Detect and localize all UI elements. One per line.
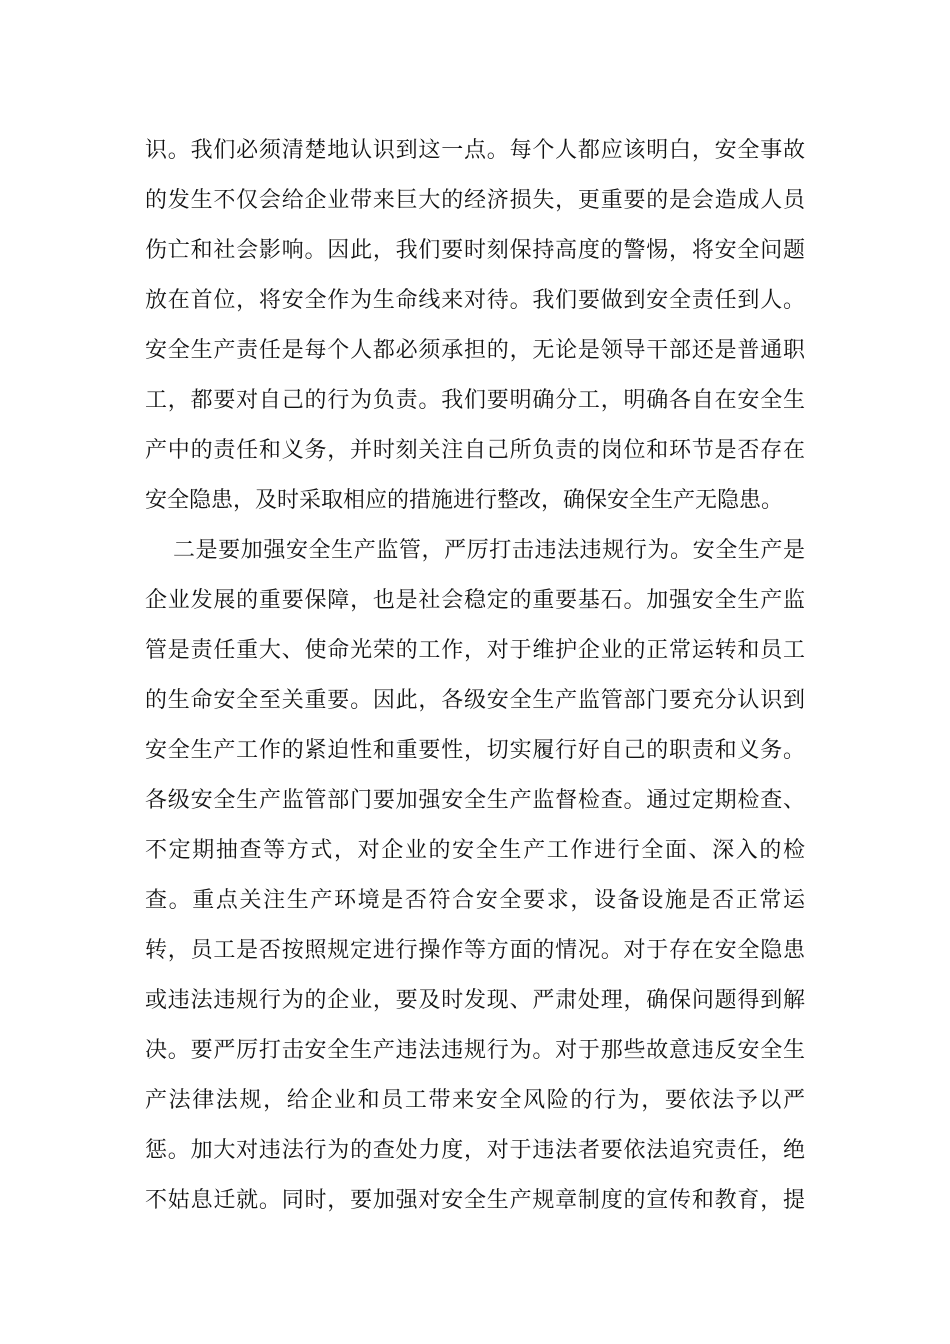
text-line: 不姑息迁就。同时，要加强对安全生产规章制度的宣传和教育，提 [145, 1188, 805, 1213]
text-line: 安全隐患，及时采取相应的措施进行整改，确保安全生产无隐患。 [145, 488, 784, 513]
text-line: 管是责任重大、使命光荣的工作，对于维护企业的正常运转和员工 [145, 638, 805, 663]
text-line: 决。要严厉打击安全生产违法违规行为。对于那些故意违反安全生 [145, 1038, 805, 1063]
text-line: 放在首位，将安全作为生命线来对待。我们要做到安全责任到人。 [145, 288, 805, 313]
text-line: 或违法违规行为的企业，要及时发现、严肃处理，确保问题得到解 [145, 988, 805, 1013]
text-line: 安全生产工作的紧迫性和重要性，切实履行好自己的职责和义务。 [145, 738, 805, 763]
text-line: 安全生产责任是每个人都必须承担的，无论是领导干部还是普通职 [145, 338, 805, 363]
text-line: 产法律法规，给企业和员工带来安全风险的行为，要依法予以严 [145, 1088, 805, 1113]
text-line: 伤亡和社会影响。因此，我们要时刻保持高度的警惕，将安全问题 [145, 238, 805, 263]
text-line: 的生命安全至关重要。因此，各级安全生产监管部门要充分认识到 [145, 688, 805, 713]
text-line: 识。我们必须清楚地认识到这一点。每个人都应该明白，安全事故 [145, 138, 805, 163]
text-line: 查。重点关注生产环境是否符合安全要求，设备设施是否正常运 [145, 888, 805, 913]
text-line: 产中的责任和义务，并时刻关注自己所负责的岗位和环节是否存在 [145, 438, 805, 463]
text-line: 惩。加大对违法行为的查处力度，对于违法者要依法追究责任，绝 [145, 1138, 805, 1163]
text-line: 企业发展的重要保障，也是社会稳定的重要基石。加强安全生产监 [145, 588, 805, 613]
text-line: 转，员工是否按照规定进行操作等方面的情况。对于存在安全隐患 [145, 938, 805, 963]
text-line: 不定期抽查等方式，对企业的安全生产工作进行全面、深入的检 [145, 838, 805, 863]
text-line: 各级安全生产监管部门要加强安全生产监督检查。通过定期检查、 [145, 788, 805, 813]
paragraph-start-line: 二是要加强安全生产监管，严厉打击违法违规行为。安全生产是 [173, 538, 805, 563]
body-text [145, 126, 805, 1226]
text-line: 工，都要对自己的行为负责。我们要明确分工，明确各自在安全生 [145, 388, 805, 413]
text-line: 的发生不仅会给企业带来巨大的经济损失，更重要的是会造成人员 [145, 188, 805, 213]
